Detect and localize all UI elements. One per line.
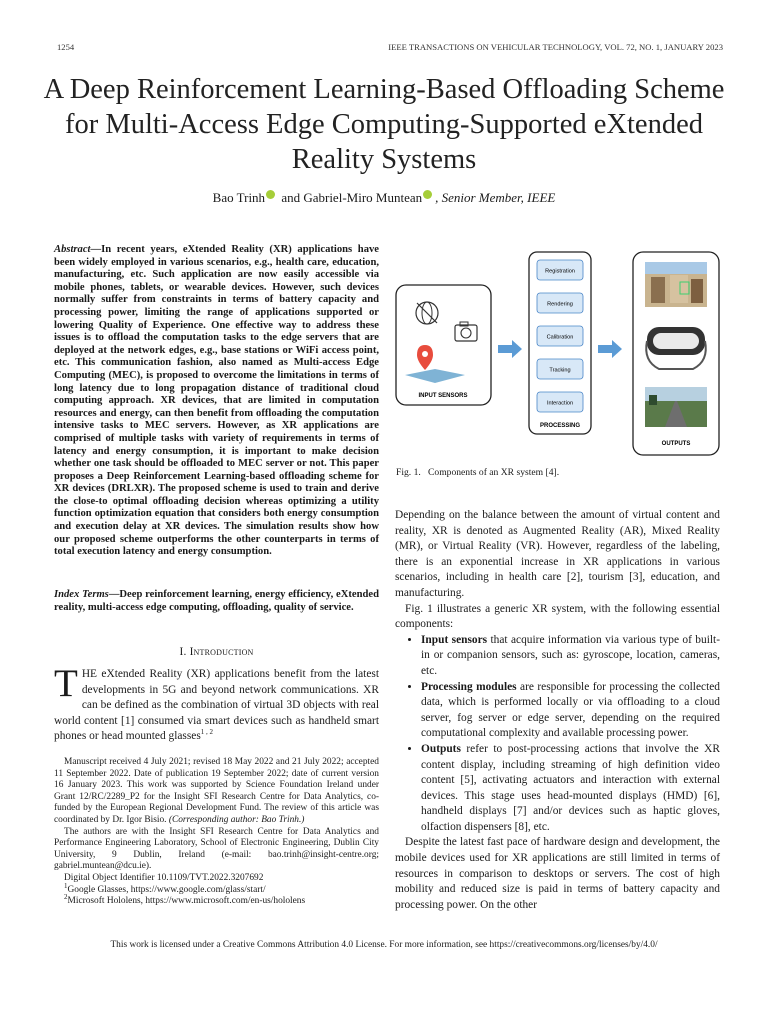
intro-paragraph	[54, 662, 379, 745]
figure-caption-text: Components of an XR system [4].	[428, 467, 560, 478]
list-item-text: are responsible for processing the collected data, which is performed locally or via offloading to a cloud server, fog server or edge server, depending on the required computational complexity and available processing power.	[421, 680, 720, 740]
footnote-2-mark: 2	[64, 893, 68, 901]
list-item	[421, 742, 720, 836]
list-item-term: Outputs	[421, 742, 461, 755]
journal-header: IEEE TRANSACTIONS ON VEHICULAR TECHNOLOGY, VOL. 72, NO. 1, JANUARY 2023	[388, 42, 723, 52]
footnote-1-mark: 1	[64, 881, 68, 890]
index-terms	[54, 589, 379, 614]
footnote-2[interactable]: Microsoft Hololens, https://www.microsoft.com/en-us/hololens	[67, 896, 306, 907]
figure-caption-prefix: Fig. 1.	[396, 467, 421, 478]
abstract	[54, 244, 379, 559]
intro-text: HE eXtended Reality (XR) applications benefit from the latest developments in 5G and beyond network communications. XR can be defined as the combination of virtual 3D objects with real world content [1] consumed via smart devices such as handheld smart phones or head mounted glasses	[54, 668, 379, 743]
abstract-label: Abstract	[54, 244, 91, 255]
section-number: I.	[179, 646, 187, 658]
author-connector: and Gabriel-Miro Muntean	[281, 190, 423, 205]
author-suffix: , Senior Member, IEEE	[435, 190, 556, 205]
paragraph: Fig. 1 illustrates a generic XR system, with the following essential components:	[395, 602, 720, 631]
list-item-text: refer to post-processing actions that involve the XR content display, including streaming of high definition video content [5], activating actuators and interaction with external devices. This stage uses head-mounted displays (HMD) [6], handheld displays [7] and/or devices such as haptic gloves, olfaction dispensers [8], etc.	[421, 742, 720, 833]
paragraph: Depending on the balance between the amount of virtual content and reality, XR is denoted as Augmented Reality (AR), Mixed Reality (MR), or Virtual Reality (VR). However, regardless of the labeling, there is an exponential increase in XR applications in various scenarios, including in health care [2], tourism [3], education, and manufacturing.	[395, 509, 720, 599]
abstract-text: —In recent years, eXtended Reality (XR) applications have been widely employed in various scenarios, e.g., health care, education, manufacturing, etc. Such application are now easily accessible via mobile phones, tablets, or wearable devices. However, such devices normally suffer from constraints in terms of battery capacity and processing power, limiting the range of applications supported or lowering Quality of Experience. One effective way to address these issues is to offload the computation tasks to the edge servers that are deployed at the network edges, e.g., base stations or WiFi access point, etc. This communication fashion, also named as Multi-access Edge Computing (MEC), is proposed to overcome the limitations in terms of long latency due to long propagation distance of traditional cloud computing approach. XR devices, that are limited in computation resources and energy, can then benefit from offloading the computation intensive tasks to MEC servers. However, as XR applications are comprised of multiple tasks with variety of requirements in terms of latency and energy consumption, it is important to make decision whether one task should be offloaded to MEC server or not. This paper proposes a Deep Reinforcement Learning-based offloading scheme for XR devices (DRLXR). The proposed scheme is used to train and derive the close-to optimal offloading decision whereas optimizing a utility function optimization equation that considers both energy consumption and execution delay at XR devices. The simulation results show how our proposed scheme outperforms the other counterparts in terms of total execution latency and energy consumption.	[54, 244, 379, 558]
xr-system-figure	[395, 247, 720, 462]
manuscript-history: Manuscript received 4 July 2021; revised 18 May 2022 and 21 July 2022; accepted 11 September 2022. Date of publication 19 September 2022; date of current version 16 January 2023. This work was supported by Science Foundation Ireland under Grant 12/RC/2289_P2 for the Insight SFI Research Centre for Data Analytics, co-funded by the European Regional Development Fund. The review of this article was coordinated by Dr. Igor Bisio.	[54, 757, 379, 825]
driving-scene-image	[645, 387, 707, 427]
processing-step-label: Calibration	[546, 334, 574, 341]
paper-title: A Deep Reinforcement Learning-Based Offloading Scheme for Multi-Access Edge Computing-Supported eXtended Reality Systems	[43, 74, 725, 175]
orcid-icon[interactable]	[266, 190, 275, 199]
right-column-body	[395, 508, 720, 913]
doi: Digital Object Identifier 10.1109/TVT.2022.3207692	[64, 872, 264, 883]
components-list	[395, 633, 720, 836]
processing-label: PROCESSING	[539, 423, 581, 429]
section-title: Introduction	[189, 646, 254, 658]
outputs-label: OUTPUTS	[661, 441, 691, 447]
index-terms-text: —Deep reinforcement learning, energy efficiency, eXtended reality, multi-access edge computing, offloading, quality of service.	[54, 589, 379, 613]
list-item	[421, 633, 720, 680]
figure-caption	[396, 467, 559, 478]
arrow-icon	[598, 340, 622, 358]
ar-building-image	[645, 262, 707, 307]
license-notice: This work is licensed under a Creative Commons Attribution 4.0 License. For more information, see https://creativecommons.org/licenses/by/4.0/	[110, 940, 658, 950]
input-sensors-box	[396, 285, 491, 405]
author-line	[40, 190, 728, 206]
footnote-1[interactable]: Google Glasses, https://www.google.com/glass/start/	[67, 884, 266, 895]
first-page-footnote	[54, 757, 379, 908]
corresponding-author: (Corresponding author: Bao Trinh.)	[168, 814, 305, 825]
paragraph: Despite the latest fast pace of hardware design and development, the mobile devices used for XR applications are still limited in terms of resources in comparison to desktops or servers. The cost of high mobility and reduced size is paid in terms of battery capacity and processing power. On the other	[395, 836, 720, 911]
drop-cap: T	[54, 662, 78, 705]
processing-step-label: Rendering	[547, 301, 573, 308]
processing-step-label: Tracking	[549, 367, 571, 374]
index-terms-label: Index Terms	[54, 589, 109, 600]
processing-step-label: Registration	[545, 268, 575, 275]
list-item-term: Processing modules	[421, 680, 517, 693]
affiliation: The authors are with the Insight SFI Research Centre for Data Analytics and Performance Engineering Laboratory, School of Electronic Engineering, Dublin City University, 9 Dublin, Ireland (e-mail: bao.trinh@insight-centre.org; gabriel.muntean@dcu.ie).	[54, 826, 379, 872]
section-heading	[54, 646, 379, 658]
processing-step-label: Interaction	[546, 400, 574, 407]
footnote-marks: 1 , 2	[200, 728, 214, 737]
list-item-text: that acquire information via various type of built-in or companion sensors, such as: gyroscope, location, cameras, etc.	[421, 633, 720, 677]
page-number: 1254	[57, 42, 75, 52]
orcid-icon[interactable]	[423, 190, 432, 199]
list-item-term: Input sensors	[421, 633, 488, 646]
input-sensors-label: INPUT SENSORS	[418, 393, 468, 399]
arrow-icon	[498, 340, 522, 358]
list-item	[421, 680, 720, 742]
author-1: Bao Trinh	[212, 190, 266, 205]
